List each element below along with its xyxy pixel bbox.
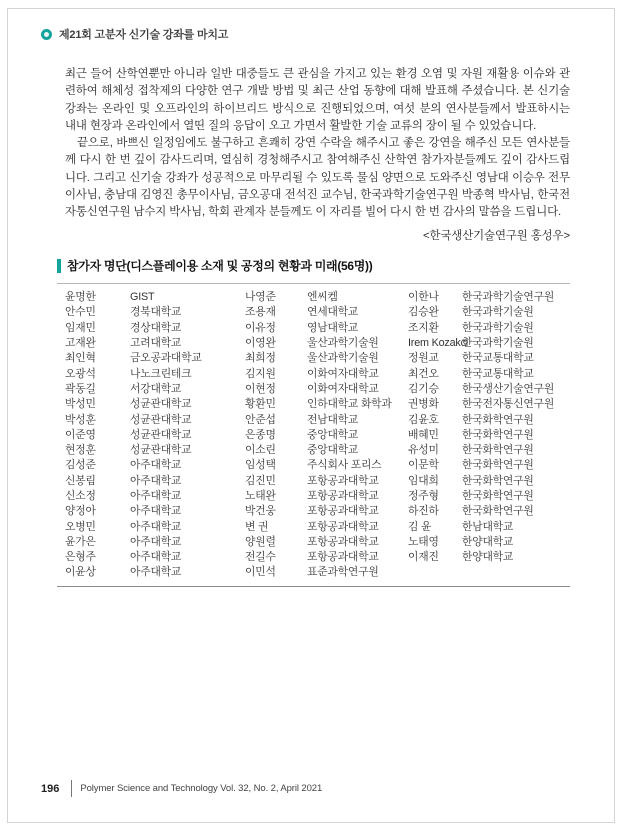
participant-name: 이윤상 [65, 566, 96, 579]
participant-name: 양원렬 [245, 535, 276, 548]
participant-affiliation: 전남대학교 [307, 413, 359, 426]
participants-table [57, 283, 570, 587]
participant-affiliation: 포항공과대학교 [307, 505, 379, 518]
participant-name: 신봉림 [65, 474, 96, 487]
participant-affiliation: 한국과학기술연구원 [462, 291, 555, 304]
participant-name: 이현정 [245, 382, 276, 395]
participant-name: 황환민 [245, 398, 276, 411]
participant-name: 정원교 [408, 352, 439, 365]
participant-row [65, 534, 245, 549]
participant-affiliation: 아주대학교 [130, 535, 182, 548]
participant-row [65, 427, 245, 442]
participant-row [408, 304, 570, 319]
participant-row [245, 488, 408, 503]
participant-name: 하진하 [408, 505, 439, 518]
participant-affiliation: 아주대학교 [130, 520, 182, 533]
participant-name: 김진민 [245, 474, 276, 487]
journal-citation: Polymer Science and Technology Vol. 32, No. 2, April 2021 [80, 783, 323, 794]
participant-row [245, 549, 408, 564]
participant-affiliation: 포항공과대학교 [307, 490, 379, 502]
participant-affiliation: 한국교통대학교 [462, 352, 534, 365]
participant-name: 이문학 [408, 459, 439, 472]
participant-name: 윤명한 [65, 291, 96, 304]
participant-row [245, 335, 408, 350]
participant-row [245, 304, 408, 319]
participant-row [408, 411, 570, 426]
participant-affiliation: 한국화학연구원 [462, 490, 534, 502]
participants-column-1 [57, 289, 245, 580]
participant-affiliation: 영남대학교 [307, 321, 359, 334]
participant-affiliation: 중앙대학교 [307, 428, 359, 441]
participant-name: 정주형 [408, 490, 439, 502]
participant-affiliation: 한국생산기술연구원 [462, 382, 555, 395]
participant-affiliation: 성균관대학교 [130, 398, 192, 411]
section-accent-bar [57, 259, 61, 273]
participant-affiliation: 아주대학교 [130, 474, 182, 487]
participant-affiliation: 울산과학기술원 [307, 337, 379, 350]
participant-affiliation: 한국화학연구원 [462, 428, 534, 441]
participant-row [65, 564, 245, 579]
participant-row [408, 503, 570, 518]
participant-affiliation: 포항공과대학교 [307, 520, 379, 533]
ring-bullet-icon [41, 29, 52, 40]
participant-affiliation: 한양대학교 [462, 535, 514, 548]
participant-name: 안준섭 [245, 413, 276, 426]
participant-affiliation: GIST [130, 290, 155, 303]
participant-name: 은형주 [65, 551, 96, 564]
paragraph-1: 최근 들어 산학연뿐만 아니라 일반 대중들도 큰 관심을 가지고 있는 환경 오염 및 자원 재활용 이슈와 관련하여 해체성 접착제의 다양한 연구 개발 방법 및 최근 산업 동향에 대해 발표해 주셨습니다. 본 신기술 강좌는 온라인 및 오프라인의 하이브리드 방식으로 진행되었으며, 여섯 분의 연사분들께서 발표하시는 내내 현장과 온라인에서 열띤 질의 응답이 오고 가면서 활발한 기술 교류의 장이 될 수 있었습니다. [65, 68, 570, 132]
participant-row [245, 396, 408, 411]
participant-row [408, 442, 570, 457]
participant-name: 최인혁 [65, 352, 96, 365]
participant-affiliation: 한국전자통신연구원 [462, 398, 555, 411]
participant-row [408, 488, 570, 503]
participant-name: 오광석 [65, 367, 96, 380]
participant-name: 양정아 [65, 505, 96, 518]
participant-name: 이영완 [245, 337, 276, 350]
participant-name: 노태완 [245, 490, 276, 502]
participant-row [245, 320, 408, 335]
participant-name: 최건오 [408, 367, 439, 380]
participant-name: 조지환 [408, 321, 439, 334]
paragraph-2: 끝으로, 바쁘신 일정임에도 불구하고 흔쾌히 강연 수락을 해주시고 좋은 강연을 해주신 모든 연사분들께 다시 한 번 깊이 감사드리며, 열심히 경청해주시고 참여해주신 산학연 참가자분들께도 깊이 감사드립니다. 그리고 신기술 강좌가 성공적으로 마무리될 수 있도록 물심 양면으로 도와주신 영남대 이승우 전무이사님, 충남대 김영진 총무이사님, 금오공대 전석진 교수님, 한국과학기술연구원 박종혁 박사님, 한국전자통신연구원 남수지 박사님, 학회 관계자 분들께도 이 자리를 빌어 다시 한 번 감사의 말씀을 드립니다. [65, 137, 570, 219]
participant-name: 노태영 [408, 535, 439, 548]
participant-row [408, 289, 570, 304]
participant-row [65, 473, 245, 488]
participant-name: 최희정 [245, 352, 276, 365]
participant-affiliation: 금오공과대학교 [130, 352, 202, 365]
participant-name: 박건웅 [245, 505, 276, 518]
participant-affiliation: 경상대학교 [130, 321, 182, 334]
article-title: 제21회 고분자 신기술 강좌를 마치고 [59, 29, 229, 41]
participant-name: 김기승 [408, 382, 439, 395]
participant-affiliation: 엔씨켐 [307, 291, 338, 304]
page-footer [41, 780, 570, 797]
participant-row [245, 534, 408, 549]
participant-row [245, 381, 408, 396]
participant-name: 유성미 [408, 444, 439, 457]
page-number: 196 [41, 782, 60, 795]
participant-row [408, 381, 570, 396]
participant-row [408, 457, 570, 472]
participant-row [245, 411, 408, 426]
participant-row [65, 350, 245, 365]
article-body [65, 66, 570, 245]
participant-row [245, 350, 408, 365]
participant-name: 이민석 [245, 566, 276, 579]
participant-affiliation: 아주대학교 [130, 551, 182, 564]
participant-row [408, 534, 570, 549]
participant-affiliation: 이화여자대학교 [307, 382, 379, 395]
participant-row [245, 473, 408, 488]
participant-name: 오병민 [65, 520, 96, 533]
participant-row [408, 549, 570, 564]
participant-row [245, 457, 408, 472]
participants-section-header [57, 257, 570, 274]
participant-affiliation: 한국교통대학교 [462, 367, 534, 380]
participant-affiliation: 경북대학교 [130, 306, 182, 319]
participant-affiliation: 한국화학연구원 [462, 505, 534, 518]
participant-name: 권병화 [408, 398, 439, 411]
participant-name: 전길수 [245, 551, 276, 564]
participant-row [65, 335, 245, 350]
participants-column-2 [245, 289, 408, 580]
participant-affiliation: 중앙대학교 [307, 444, 359, 457]
participant-name: 배혜민 [408, 428, 439, 441]
participant-name: 안수민 [65, 306, 96, 319]
participant-row [65, 381, 245, 396]
section-title: 참가자 명단(디스플레이용 소재 및 공정의 현황과 미래(56명)) [67, 259, 373, 273]
participant-name: 임재민 [65, 321, 96, 334]
participant-row [65, 411, 245, 426]
participant-affiliation: 성균관대학교 [130, 444, 192, 457]
participant-name: Irem Kozakci [408, 336, 468, 349]
participant-affiliation: 한국과학기술원 [462, 321, 534, 334]
participant-affiliation: 울산과학기술원 [307, 352, 379, 365]
participant-affiliation: 서강대학교 [130, 382, 182, 395]
participant-name: 박성훈 [65, 413, 96, 426]
participant-row [65, 320, 245, 335]
participant-name: 이준영 [65, 428, 96, 441]
participant-name: 이소린 [245, 444, 276, 457]
participant-row [408, 518, 570, 533]
participant-row [245, 564, 408, 579]
participant-affiliation: 인하대학교 화학과 [307, 398, 392, 411]
participant-name: 곽동길 [65, 382, 96, 395]
participant-row [65, 457, 245, 472]
participant-name: 이유정 [245, 321, 276, 334]
participant-row [408, 396, 570, 411]
participant-affiliation: 표준과학연구원 [307, 566, 379, 579]
participant-name: 임대희 [408, 474, 439, 487]
participant-affiliation: 포항공과대학교 [307, 551, 379, 564]
participant-name: 박성민 [65, 398, 96, 411]
participant-affiliation: 한남대학교 [462, 520, 514, 533]
participant-name: 김 윤 [408, 520, 432, 533]
participant-row [65, 304, 245, 319]
participant-row [408, 473, 570, 488]
participant-row [245, 503, 408, 518]
participant-row [408, 320, 570, 335]
participant-name: 신소정 [65, 490, 96, 502]
participant-affiliation: 한국과학기술원 [462, 337, 534, 350]
participant-row [245, 365, 408, 380]
participant-row [408, 350, 570, 365]
participant-affiliation: 아주대학교 [130, 505, 182, 518]
participant-affiliation: 한국화학연구원 [462, 474, 534, 487]
participant-affiliation: 한양대학교 [462, 551, 514, 564]
participant-name: 김지원 [245, 367, 276, 380]
author-attribution: <한국생산기술연구원 홍성우> [422, 229, 570, 242]
participant-affiliation: 아주대학교 [130, 566, 182, 579]
participant-name: 이재진 [408, 551, 439, 564]
participant-row [245, 442, 408, 457]
participant-affiliation: 나노크린테크 [130, 367, 192, 380]
participant-name: 윤가은 [65, 535, 96, 548]
participant-row [65, 442, 245, 457]
participant-affiliation: 아주대학교 [130, 490, 182, 502]
participants-column-3 [408, 289, 570, 580]
participant-row [408, 427, 570, 442]
participant-row [245, 518, 408, 533]
participant-row [65, 549, 245, 564]
participant-name: 김승완 [408, 306, 439, 319]
participant-row [65, 396, 245, 411]
participant-row [65, 518, 245, 533]
participant-name: 조용재 [245, 306, 276, 319]
participant-affiliation: 한국화학연구원 [462, 413, 534, 426]
participant-row [408, 335, 570, 350]
participant-affiliation: 아주대학교 [130, 459, 182, 472]
participant-name: 김윤호 [408, 413, 439, 426]
participant-row [65, 488, 245, 503]
participant-affiliation: 성균관대학교 [130, 413, 192, 426]
participant-affiliation: 이화여자대학교 [307, 367, 379, 380]
participant-affiliation: 한국화학연구원 [462, 459, 534, 472]
participant-name: 은종명 [245, 428, 276, 441]
participant-affiliation: 연세대학교 [307, 306, 359, 319]
participant-row [245, 289, 408, 304]
participant-name: 현정훈 [65, 444, 96, 457]
footer-divider [71, 780, 72, 797]
participant-name: 고재완 [65, 337, 96, 350]
participant-affiliation: 한국과학기술원 [462, 306, 534, 319]
participant-row [408, 365, 570, 380]
participant-affiliation: 한국화학연구원 [462, 444, 534, 457]
participant-name: 나영준 [245, 291, 276, 304]
participant-row [245, 427, 408, 442]
participant-affiliation: 포항공과대학교 [307, 535, 379, 548]
participant-name: 김성준 [65, 459, 96, 472]
participant-row [65, 503, 245, 518]
participant-affiliation: 주식회사 포리스 [307, 459, 382, 472]
participant-name: 임성택 [245, 459, 276, 472]
participant-affiliation: 고려대학교 [130, 337, 182, 350]
participant-affiliation: 포항공과대학교 [307, 474, 379, 487]
participant-row [65, 365, 245, 380]
participant-name: 변 권 [245, 520, 269, 533]
article-header [41, 26, 570, 42]
participant-name: 이한나 [408, 291, 439, 304]
participant-affiliation: 성균관대학교 [130, 428, 192, 441]
participant-row [65, 289, 245, 304]
